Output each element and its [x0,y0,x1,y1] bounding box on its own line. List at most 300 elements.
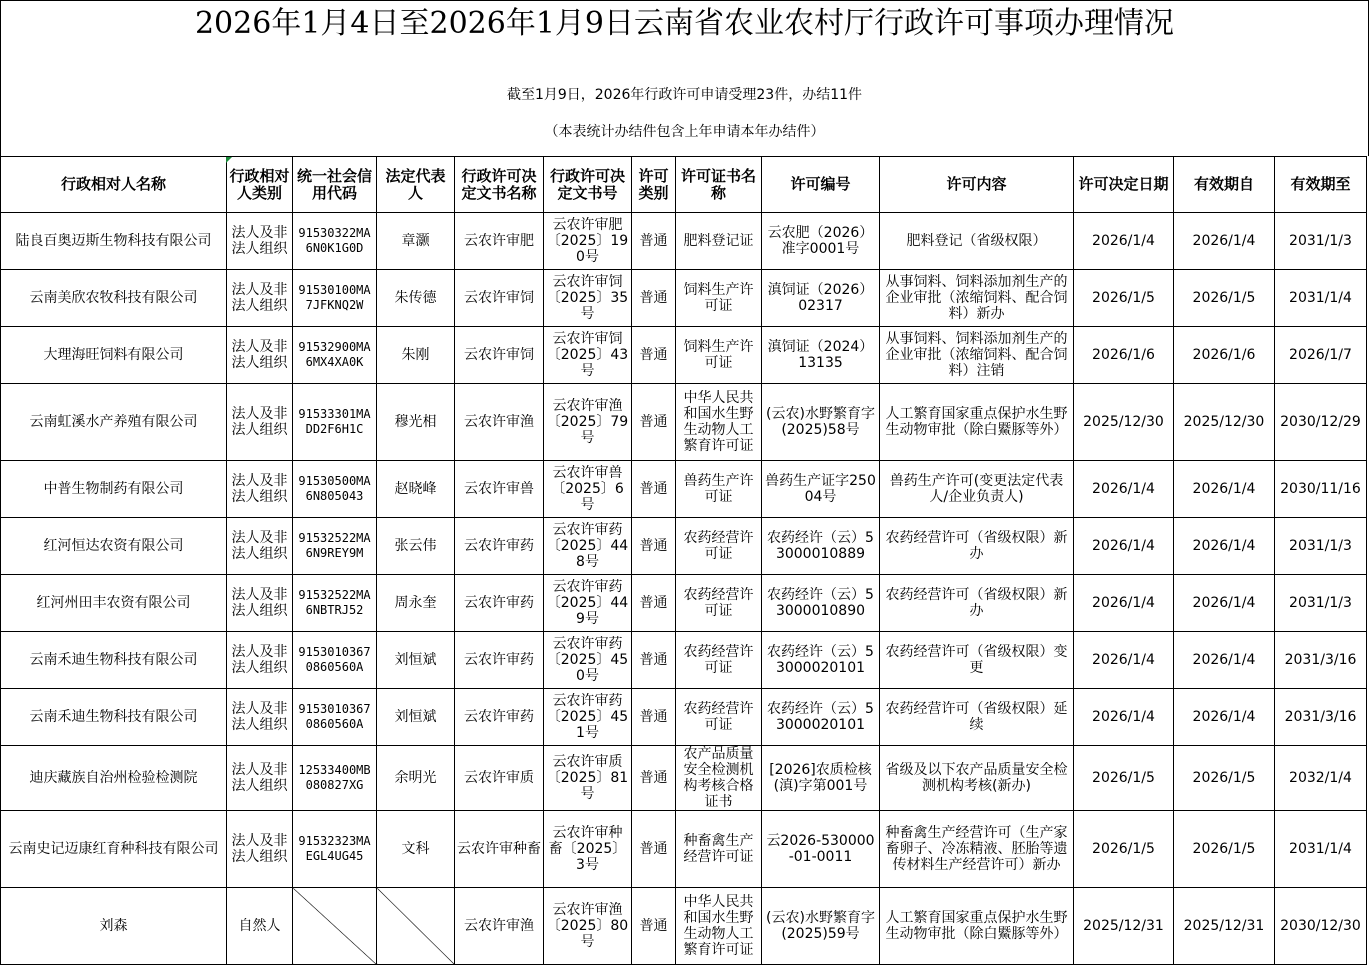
cell-text: 91532323MAEGL4UG45 [298,834,371,863]
cell-text: 2026/1/5 [1192,841,1256,857]
cell-text: 肥料登记（省级权限） [906,233,1047,249]
cell-text: 法人及非法人组织 [231,530,288,562]
cell-text: 云农许审肥〔2025〕190号 [546,217,629,265]
cell-doc-name [455,213,544,270]
cell-text: 饲料生产许可证 [683,282,754,314]
cell-date [1074,270,1174,327]
cell-text: 大理海旺饲料有限公司 [43,347,184,363]
cell-text: 兽药生产证字25004号 [765,473,876,505]
cell-rep [377,461,455,518]
cell-to [1275,632,1367,689]
cell-to [1275,689,1367,746]
cell-code [293,888,377,965]
cell-text: 2026/1/4 [1192,652,1256,668]
cell-rep [377,518,455,575]
cell-to [1275,888,1367,965]
cell-date [1074,888,1174,965]
cell-from [1174,461,1275,518]
cell-from [1174,746,1275,811]
cell-text: 91530500MA6N805043 [298,474,371,503]
cell-text: 云农许审药 [464,652,534,668]
cell-text: 种畜禽生产经营许可（生产家畜卵子、冷冻精液、胚胎等遗传材料生产经营许可）新办 [885,825,1068,873]
cell-text: 普通 [639,481,668,497]
permit-table [0,156,1367,965]
cell-text: 2031/3/16 [1284,709,1357,725]
cell-permit-no [762,384,880,461]
cell-text: 云农许审种畜〔2025〕3号 [548,825,627,873]
cell-doc-name [455,384,544,461]
cell-rep [377,327,455,384]
cell-text: 云农许审渔〔2025〕80号 [546,902,629,950]
cell-from [1174,689,1275,746]
cell-text: 法人及非法人组织 [231,833,288,865]
cell-text: 2026/1/4 [1092,709,1155,725]
cell-code [293,689,377,746]
cell-rep [377,270,455,327]
cell-text: 刘恒斌 [394,652,437,668]
table-row [1,632,1367,689]
cell-text: 普通 [639,595,668,611]
cell-type [227,575,293,632]
cell-type [227,461,293,518]
column-header-cert: 许可证书名称 [676,157,762,213]
cell-text: 2031/1/3 [1289,538,1352,554]
cell-name [1,575,227,632]
cell-to [1275,213,1367,270]
cell-rep [377,888,455,965]
cell-text: 云农许审兽 [464,481,534,497]
cell-type [227,270,293,327]
cell-content [880,461,1074,518]
cell-text: 云南禾迪生物科技有限公司 [29,709,198,725]
table-row [1,270,1367,327]
cell-code [293,461,377,518]
cell-to [1275,575,1367,632]
cell-text: 法人及非法人组织 [231,644,288,676]
cell-text: 云南虹溪水产养殖有限公司 [29,414,198,430]
cell-text: 云南美欣农牧科技有限公司 [29,290,198,306]
cell-text: 2031/3/16 [1284,652,1357,668]
cell-text: 中华人民共和国水生野生动物人工繁育许可证 [683,390,754,454]
cell-doc-no [544,888,632,965]
cell-doc-no [544,632,632,689]
cell-permit-no [762,327,880,384]
cell-text: 2026/1/4 [1092,595,1155,611]
cell-cert [676,327,762,384]
cell-date [1074,518,1174,575]
cell-text: 滇饲证（2024）13135 [767,339,874,371]
table-row [1,327,1367,384]
cell-from [1174,327,1275,384]
cell-doc-name [455,327,544,384]
cell-rep [377,811,455,888]
cell-text: 云南禾迪生物科技有限公司 [29,652,198,668]
cell-text: 从事饲料、饲料添加剂生产的企业审批（浓缩饲料、配合饲料）新办 [885,274,1068,322]
cell-text: 2030/12/30 [1280,918,1361,934]
cell-text: 2025/12/30 [1183,414,1265,430]
column-header-name: 行政相对人名称 [1,157,227,213]
cell-doc-no [544,811,632,888]
cell-text: 法人及非法人组织 [231,701,288,733]
cell-text: 91530103670860560A [298,645,371,674]
cell-cert [676,213,762,270]
cell-from [1174,384,1275,461]
cell-code [293,811,377,888]
cell-text: 2026/1/4 [1092,538,1155,554]
cell-text: 2026/1/5 [1192,290,1256,306]
cell-text: 云农许审肥 [464,233,534,249]
cell-text: 法人及非法人组织 [231,282,288,314]
cell-cert [676,888,762,965]
cell-doc-name [455,746,544,811]
cell-text: 普通 [639,841,668,857]
cell-permit-no [762,575,880,632]
cell-text: 兽药生产许可(变更法定代表人/企业负责人) [889,473,1064,505]
cell-rep [377,213,455,270]
cell-to [1275,518,1367,575]
cell-doc-name [455,461,544,518]
cell-doc-no [544,575,632,632]
cell-text: 农药经许（云）53000010889 [767,530,874,562]
cell-text: 农产品质量安全检测机构考核合格证书 [683,746,754,810]
cell-text: 2026/1/4 [1192,481,1256,497]
cell-content [880,384,1074,461]
cell-text: 农药经营许可证 [683,644,754,676]
cell-text: 云农许审饲 [464,347,534,363]
cell-text: 云农许审药〔2025〕448号 [546,522,629,570]
cell-text: 周永奎 [394,595,437,611]
table-row [1,746,1367,811]
column-header-category: 许可类别 [632,157,676,213]
cell-text: 云农许审药 [464,709,534,725]
cell-text: 人工繁育国家重点保护水生野生动物审批（除白鱀豚等外） [885,406,1068,438]
cell-text: 2026/1/5 [1092,770,1155,786]
cell-text: 91532522MA6NBTRJ52 [298,588,371,617]
cell-text: 红河州田丰农资有限公司 [36,595,191,611]
cell-text: 91530103670860560A [298,702,371,731]
cell-text: 云农许审饲〔2025〕35号 [546,274,629,322]
cell-name [1,888,227,965]
table-row [1,213,1367,270]
cell-text: 91530322MA6N0K1G0D [298,226,371,255]
cell-from [1174,213,1275,270]
cell-text: 朱传德 [394,290,437,306]
cell-content [880,632,1074,689]
column-header-permit-no: 许可编号 [762,157,880,213]
cell-to [1275,461,1367,518]
cell-cert [676,575,762,632]
cell-doc-name [455,270,544,327]
cell-date [1074,689,1174,746]
cell-text: 农药经许（云）53000020101 [767,644,874,676]
cell-text: 肥料登记证 [683,233,754,249]
cell-text: 普通 [639,770,668,786]
cell-doc-name [455,575,544,632]
cell-text: 2026/1/4 [1092,481,1155,497]
cell-type [227,689,293,746]
cell-content [880,327,1074,384]
cell-doc-no [544,327,632,384]
cell-category [632,746,676,811]
cell-text: 云农许审药〔2025〕450号 [546,636,629,684]
cell-from [1174,270,1275,327]
cell-code [293,327,377,384]
cell-text: 云农许审药〔2025〕451号 [546,693,629,741]
cell-type [227,384,293,461]
cell-text: 云农许审饲〔2025〕43号 [546,331,629,379]
column-header-code: 统一社会信用代码 [293,157,377,213]
cell-category [632,811,676,888]
cell-code [293,518,377,575]
cell-name [1,811,227,888]
cell-text: 普通 [639,709,668,725]
note-text: （本表统计办结件包含上年申请本年办结件） [544,124,825,140]
cell-text: 普通 [639,347,668,363]
cell-text: 2025/12/30 [1083,414,1164,430]
cell-name [1,746,227,811]
cell-date [1074,811,1174,888]
cell-text: 2025/12/31 [1083,918,1164,934]
cell-to [1275,327,1367,384]
cell-category [632,632,676,689]
cell-text: 2030/11/16 [1280,481,1361,497]
cell-text: 穆光相 [394,414,437,430]
cell-text: 云农许审药 [464,595,534,611]
cell-text: 2026/1/5 [1192,770,1256,786]
cell-text: 陆良百奥迈斯生物科技有限公司 [15,233,212,249]
table-row [1,518,1367,575]
cell-category [632,384,676,461]
column-header-doc-name: 行政许可决定文书名称 [455,157,544,213]
cell-cert [676,384,762,461]
cell-text: 迪庆藏族自治州检验检测院 [29,770,198,786]
cell-permit-no [762,270,880,327]
cell-content [880,270,1074,327]
cell-doc-no [544,384,632,461]
cell-text: 法人及非法人组织 [231,406,288,438]
cell-text: 农药经营许可（省级权限）变更 [885,644,1068,676]
cell-text: 2026/1/5 [1092,841,1155,857]
cell-text: 2026/1/7 [1289,347,1352,363]
cell-text: 云农许审渔 [464,414,534,430]
cell-text: 张云伟 [394,538,437,554]
cell-name [1,327,227,384]
cell-from [1174,632,1275,689]
cell-text: 2026/1/6 [1092,347,1155,363]
cell-text: 云农许审种畜 [457,841,541,857]
cell-date [1074,746,1174,811]
cell-permit-no [762,888,880,965]
cell-text: 2026/1/4 [1192,233,1256,249]
cell-type [227,518,293,575]
cell-doc-no [544,746,632,811]
cell-doc-no [544,213,632,270]
cell-text: 自然人 [238,918,281,934]
cell-text: 章灏 [401,233,430,249]
cell-text: 2026/1/4 [1092,652,1155,668]
cell-text: 91530100MA7JFKNQ2W [298,283,371,312]
cell-text: 91532522MA6N9REY9M [298,531,371,560]
cell-cert [676,518,762,575]
cell-text: 省级及以下农产品质量安全检测机构考核(新办) [885,762,1068,794]
cell-content [880,811,1074,888]
cell-text: 2031/1/3 [1289,595,1352,611]
cell-text: 2026/1/4 [1192,709,1256,725]
cell-rep [377,575,455,632]
cell-name [1,689,227,746]
cell-cert [676,632,762,689]
cell-type [227,213,293,270]
page-title: 2026年1月4日至2026年1月9日云南省农业农村厅行政许可事项办理情况 [194,6,1175,41]
cell-text: 云农许审渔 [464,918,534,934]
cell-doc-name [455,888,544,965]
cell-text: 普通 [639,233,668,249]
cell-comment-marker [226,157,232,163]
cell-text: 兽药生产许可证 [683,473,754,505]
cell-code [293,632,377,689]
cell-category [632,689,676,746]
cell-code [293,384,377,461]
cell-text: 2032/1/4 [1289,770,1352,786]
cell-text: 从事饲料、饲料添加剂生产的企业审批（浓缩饲料、配合饲料）注销 [885,331,1068,379]
cell-code [293,746,377,811]
cell-permit-no [762,461,880,518]
table-row [1,384,1367,461]
cell-from [1174,888,1275,965]
cell-category [632,575,676,632]
cell-text: 普通 [639,290,668,306]
cell-text: 法人及非法人组织 [231,587,288,619]
cell-content [880,213,1074,270]
cell-text: 2031/1/4 [1289,290,1352,306]
cell-rep [377,746,455,811]
cell-text: 普通 [639,652,668,668]
cell-text: (云农)水野繁育字(2025)59号 [766,910,875,942]
cell-text: 云2026-530000-01-0011 [766,833,875,865]
cell-rep [377,632,455,689]
cell-text: 普通 [639,538,668,554]
cell-type [227,888,293,965]
table-row [1,888,1367,965]
cell-text: 文科 [401,841,430,857]
cell-text: 2031/1/3 [1289,233,1352,249]
cell-text: 2031/1/4 [1289,841,1352,857]
cell-text: 朱刚 [401,347,430,363]
cell-text: 滇饲证（2026）02317 [767,282,874,314]
cell-name [1,518,227,575]
cell-date [1074,575,1174,632]
column-header-content: 许可内容 [880,157,1074,213]
cell-text: 饲料生产许可证 [683,339,754,371]
cell-text: 农药经营许可证 [683,587,754,619]
cell-from [1174,518,1275,575]
cell-text: 法人及非法人组织 [231,762,288,794]
table-row [1,575,1367,632]
cell-text: 种畜禽生产经营许可证 [683,833,754,865]
cell-text: 云农许审质〔2025〕81号 [546,754,629,802]
cell-text: 红河恒达农资有限公司 [43,538,184,554]
summary-text: 截至1月9日，2026年行政许可申请受理23件，办结11件 [506,87,863,103]
cell-category [632,518,676,575]
cell-text: 农药经营许可证 [683,530,754,562]
cell-name [1,213,227,270]
cell-name [1,632,227,689]
cell-permit-no [762,213,880,270]
cell-name [1,461,227,518]
cell-rep [377,384,455,461]
cell-date [1074,384,1174,461]
cell-text: 法人及非法人组织 [231,339,288,371]
cell-text: 云农许审药 [464,538,534,554]
cell-text: [2026]农质检核(滇)字第001号 [769,762,872,794]
cell-doc-name [455,518,544,575]
cell-type [227,327,293,384]
cell-text: 12533400MB080827XG [298,763,371,792]
cell-date [1074,461,1174,518]
cell-text: 普通 [639,414,668,430]
table-row [1,461,1367,518]
cell-date [1074,213,1174,270]
cell-doc-name [455,689,544,746]
cell-text: 农药经营许可（省级权限）新办 [885,530,1068,562]
cell-text: 2026/1/5 [1092,290,1155,306]
cell-to [1275,384,1367,461]
cell-text: 91533301MADD2F6H1C [298,407,371,436]
cell-to [1275,746,1367,811]
cell-permit-no [762,811,880,888]
cell-permit-no [762,518,880,575]
cell-content [880,518,1074,575]
cell-text: 农药经营许可（省级权限）新办 [885,587,1068,619]
column-header-to: 有效期至 [1275,157,1367,213]
table-row [1,689,1367,746]
cell-code [293,575,377,632]
cell-doc-no [544,270,632,327]
column-header-date: 许可决定日期 [1074,157,1174,213]
cell-text: 法人及非法人组织 [231,473,288,505]
cell-text: 法人及非法人组织 [231,225,288,257]
cell-name [1,270,227,327]
cell-text: 刘恒斌 [394,709,437,725]
cell-text: (云农)水野繁育字(2025)58号 [766,406,875,438]
cell-permit-no [762,746,880,811]
cell-category [632,461,676,518]
cell-permit-no [762,632,880,689]
cell-to [1275,270,1367,327]
cell-content [880,575,1074,632]
cell-content [880,689,1074,746]
cell-doc-name [455,811,544,888]
cell-text: 中普生物制药有限公司 [43,481,184,497]
cell-doc-name [455,632,544,689]
cell-text: 云农许审质 [464,770,534,786]
cell-date [1074,327,1174,384]
cell-code [293,213,377,270]
cell-text: 农药经许（云）53000010890 [767,587,874,619]
column-header-doc-no: 行政许可决定文书号 [544,157,632,213]
cell-text: 农药经营许可证 [683,701,754,733]
cell-category [632,270,676,327]
cell-text: 赵晓峰 [394,481,437,497]
column-header-type: 行政相对人类别 [227,157,293,213]
cell-text: 2026/1/4 [1192,538,1256,554]
cell-content [880,746,1074,811]
cell-text: 普通 [639,918,668,934]
table-header-row [1,157,1367,213]
cell-type [227,632,293,689]
cell-text: 2030/12/29 [1280,414,1361,430]
cell-text: 余明光 [394,770,437,786]
